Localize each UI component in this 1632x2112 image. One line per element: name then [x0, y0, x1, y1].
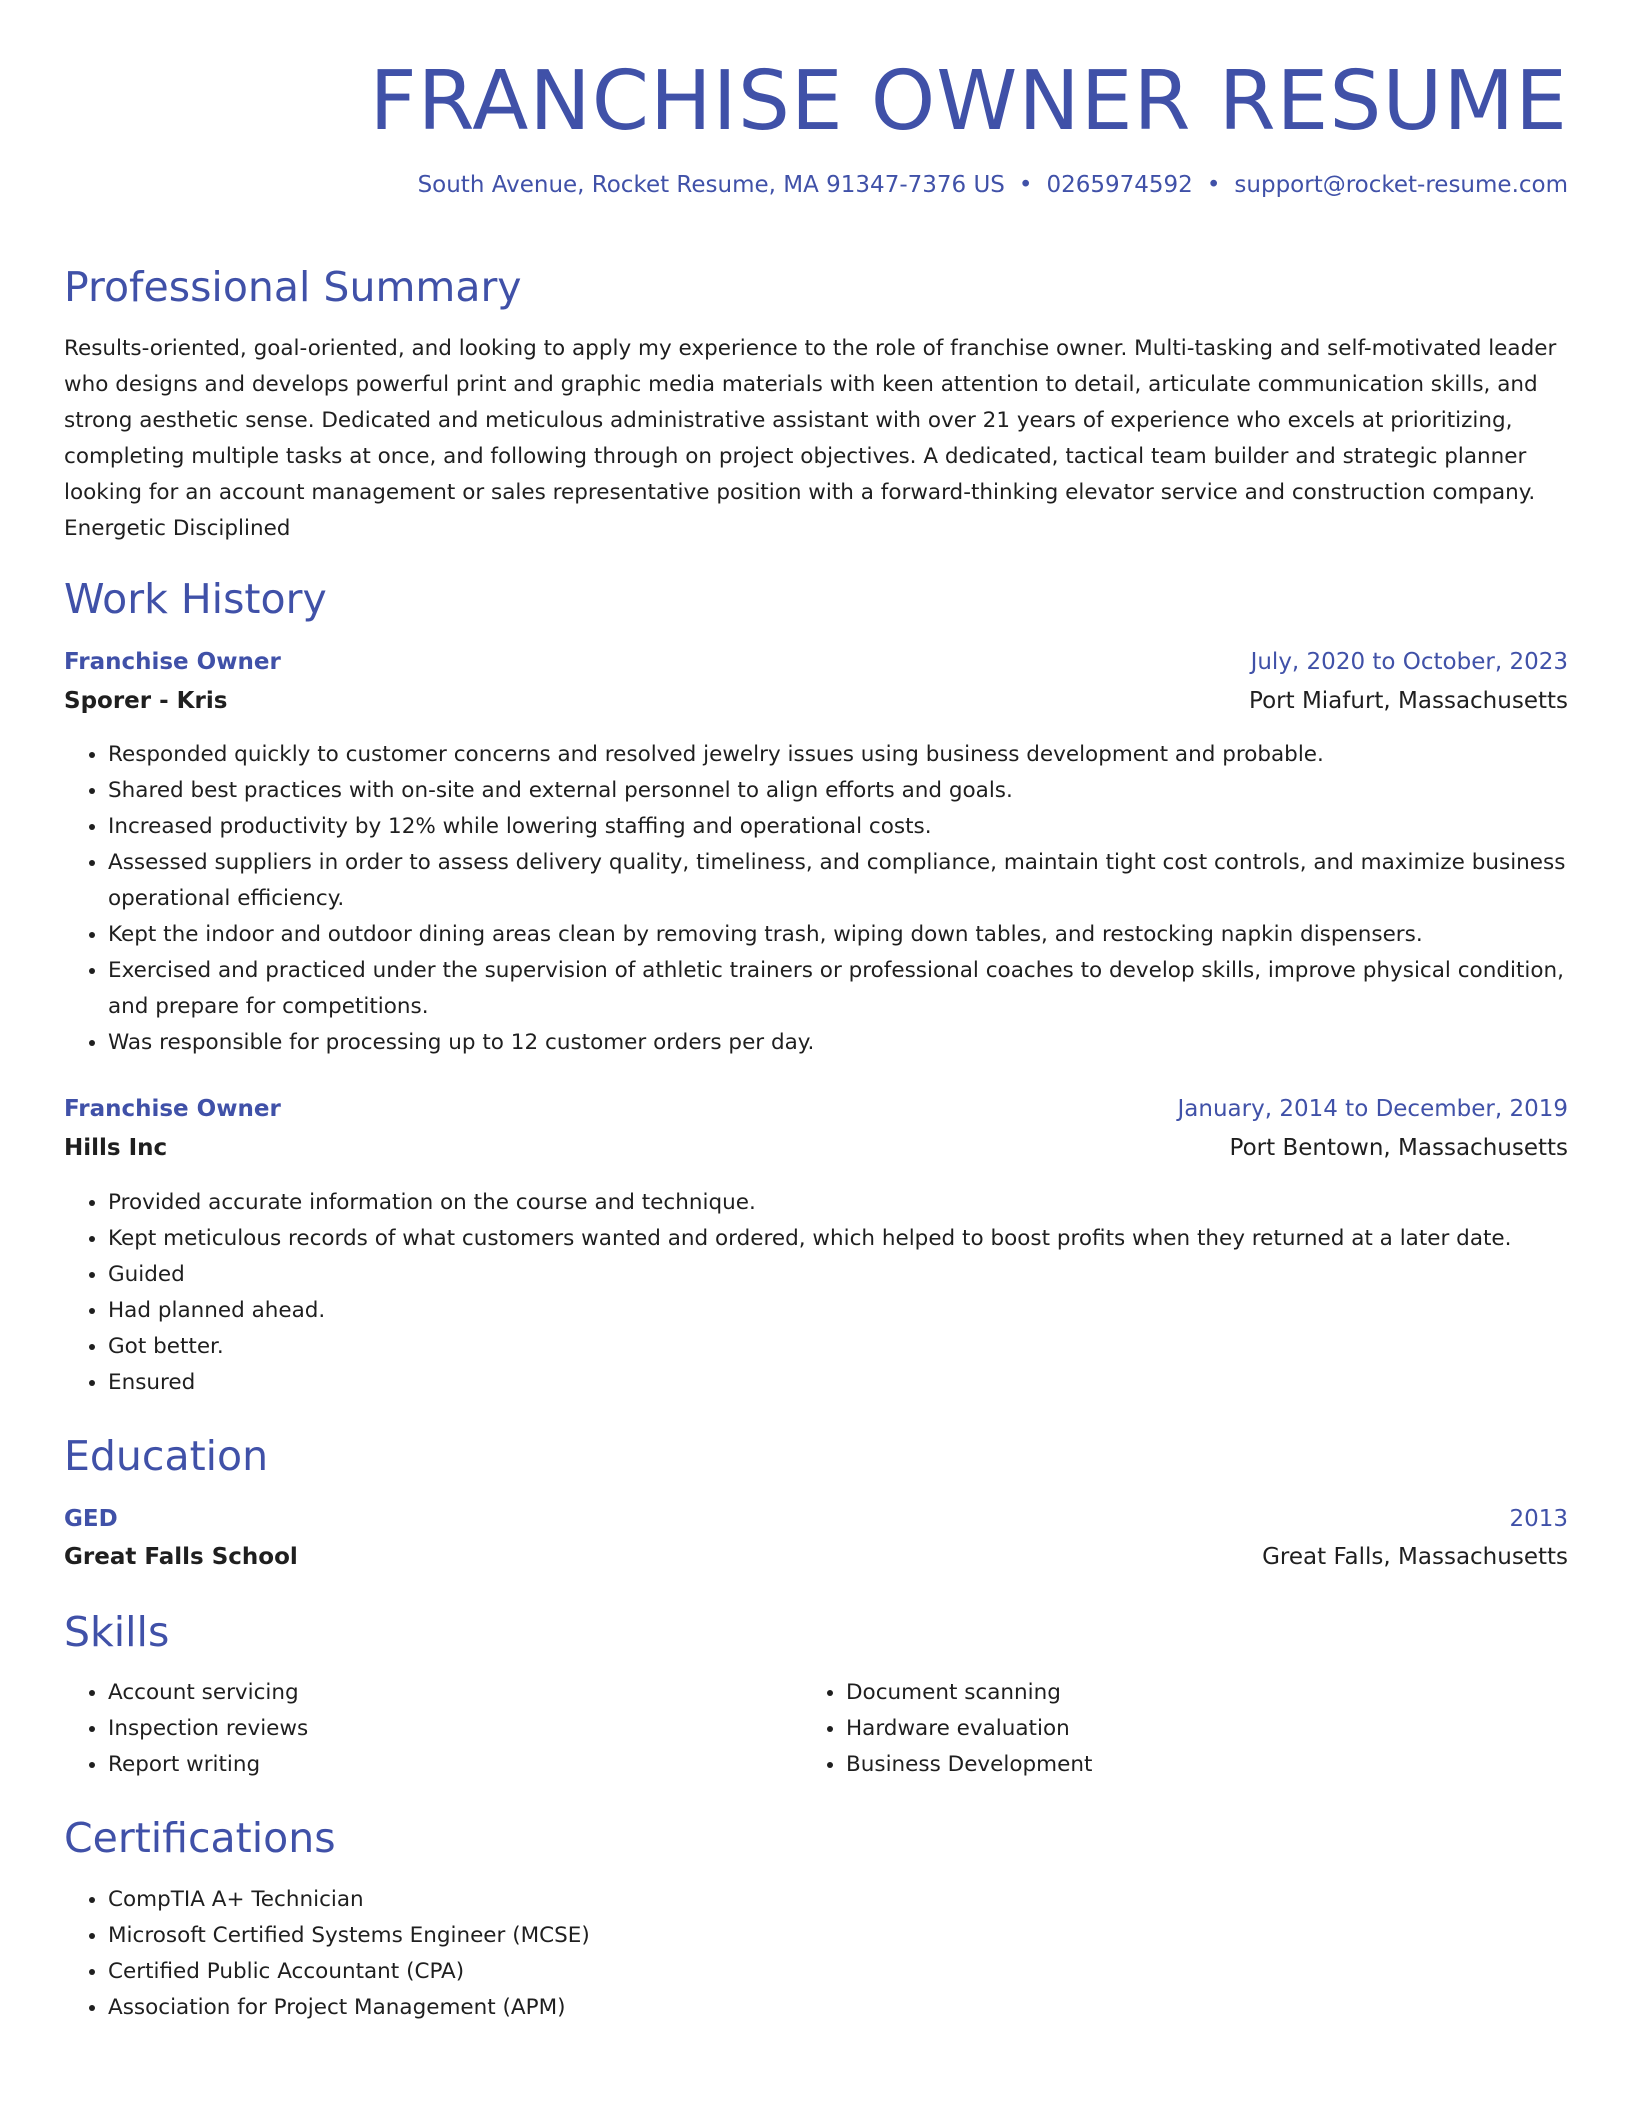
list-item: • Hardware evaluation [846, 1711, 1546, 1747]
list-item: • Association for Project Management (APM) [108, 1990, 1568, 2026]
job-1-header [64, 647, 1568, 677]
list-item: • Account servicing [108, 1675, 808, 1711]
job-location: Port Miafurt, Massachusetts [1249, 688, 1568, 714]
list-item: • Guided [108, 1257, 1568, 1293]
education-heading: Education [64, 1432, 269, 1480]
contact-email[interactable]: support@rocket-resume.com [1234, 172, 1568, 198]
education-location: Great Falls, Massachusetts [1262, 1544, 1568, 1570]
job-company: Hills Inc [64, 1135, 168, 1161]
job-2-bullets [64, 1185, 1568, 1401]
list-item: • Kept the indoor and outdoor dining areas clean by removing trash, wiping down tables, and restocking napkin dispensers. [108, 917, 1568, 953]
job-1-company-row [64, 686, 1568, 716]
education-school-row [64, 1542, 1568, 1572]
list-item: • Microsoft Certified Systems Engineer (MCSE) [108, 1918, 1568, 1954]
contact-phone: 0265974592 [1046, 172, 1193, 198]
summary-text: Results-oriented, goal-oriented, and looking to apply my experience to the role of franchise owner. Multi-tasking and self-motivated leader who designs and develops powerful print and graphic media materials with keen attention to detail, articulate communication skills, and strong aesthetic sense. Dedicated and meticulous administrative assistant with over 21 years of experience who excels at prioritizing, completing multiple tasks at once, and following through on project objectives. A dedicated, tactical team builder and strategic planner looking for an account management or sales representative position with a forward-thinking elevator service and construction company. Energetic Disciplined [64, 336, 1557, 541]
education-header [64, 1504, 1568, 1534]
skills-right-list [802, 1675, 1546, 1783]
job-company: Sporer - Kris [64, 688, 228, 714]
list-item: • Provided accurate information on the course and technique. [108, 1185, 1568, 1221]
job-location: Port Bentown, Massachusetts [1229, 1135, 1568, 1161]
job-dates: January, 2014 to December, 2019 [1177, 1096, 1568, 1122]
education-school: Great Falls School [64, 1544, 298, 1570]
certifications-list [64, 1882, 1568, 2026]
list-item: • Shared best practices with on-site and external personnel to align efforts and goals. [108, 773, 1568, 809]
list-item: • Exercised and practiced under the supervision of athletic trainers or professional coaches to develop skills, improve physical condition, and prepare for competitions. [108, 953, 1568, 1025]
list-item: • Assessed suppliers in order to assess delivery quality, timeliness, and compliance, maintain tight cost controls, and maximize business operational efficiency. [108, 845, 1568, 917]
list-item: • Got better. [108, 1329, 1568, 1365]
certifications-heading: Certifications [64, 1814, 336, 1862]
job-dates: July, 2020 to October, 2023 [1250, 649, 1568, 675]
education-degree: GED [64, 1506, 118, 1532]
list-item: • Certified Public Accountant (CPA) [108, 1954, 1568, 1990]
list-item: • Kept meticulous records of what customers wanted and ordered, which helped to boost profits when they returned at a later date. [108, 1221, 1568, 1257]
skills-left-list [64, 1675, 808, 1783]
list-item: • CompTIA A+ Technician [108, 1882, 1568, 1918]
list-item: • Responded quickly to customer concerns and resolved jewelry issues using business development and probable. [108, 737, 1568, 773]
list-item: • Document scanning [846, 1675, 1546, 1711]
list-item: • Increased productivity by 12% while lowering staffing and operational costs. [108, 809, 1568, 845]
skills-heading: Skills [64, 1608, 170, 1656]
list-item: • Had planned ahead. [108, 1293, 1568, 1329]
summary-heading: Professional Summary [64, 263, 522, 311]
contact-line [418, 170, 1568, 200]
job-1-bullets [64, 737, 1568, 1061]
contact-separator: • [1206, 172, 1221, 198]
resume-title: FRANCHISE OWNER RESUME [369, 54, 1568, 149]
list-item: • Business Development [846, 1747, 1546, 1783]
job-title: Franchise Owner [64, 649, 281, 675]
contact-address: South Avenue, Rocket Resume, MA 91347-7376 US [417, 172, 1005, 198]
work-history-heading: Work History [64, 575, 327, 623]
list-item: • Report writing [108, 1747, 808, 1783]
list-item: • Was responsible for processing up to 12 customer orders per day. [108, 1025, 1568, 1061]
job-title: Franchise Owner [64, 1096, 281, 1122]
list-item: • Ensured [108, 1365, 1568, 1401]
job-2-company-row [64, 1133, 1568, 1163]
contact-separator: • [1018, 172, 1033, 198]
job-2-header [64, 1094, 1568, 1124]
list-item: • Inspection reviews [108, 1711, 808, 1747]
education-year: 2013 [1509, 1506, 1568, 1532]
